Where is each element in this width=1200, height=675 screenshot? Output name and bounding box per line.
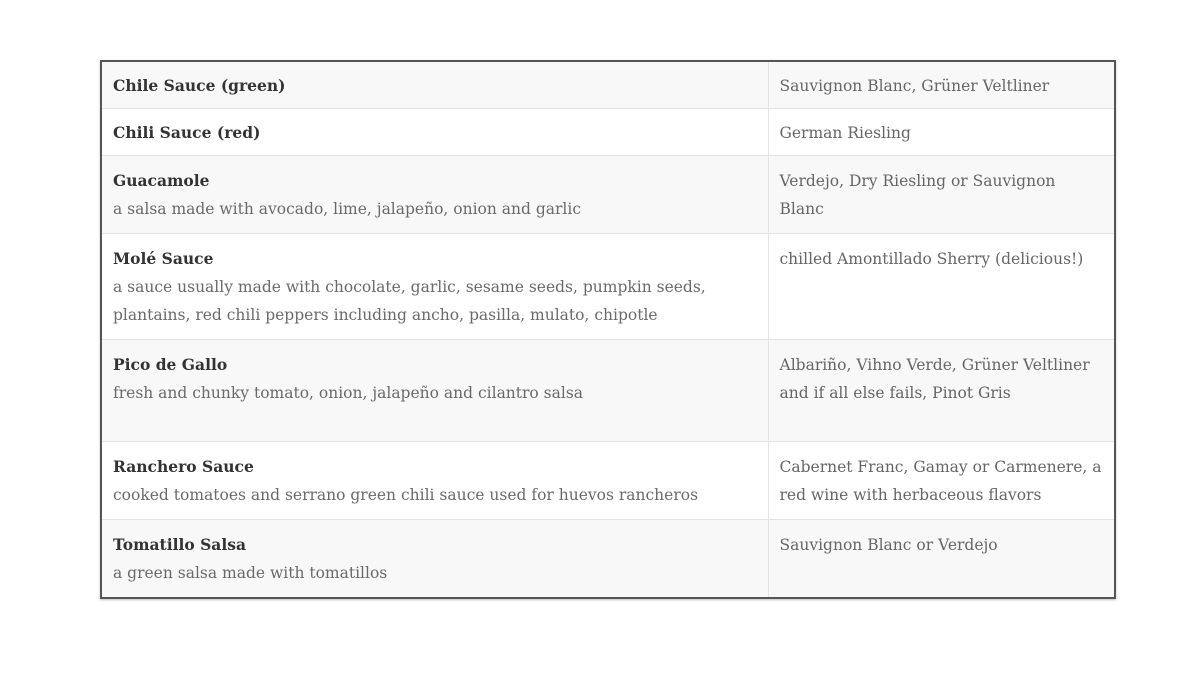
sauce-wine-pairing-table-container bbox=[100, 60, 1116, 599]
table-row bbox=[102, 442, 1114, 520]
wine-pairing-cell: Verdejo, Dry Riesling or Sauvignon Blanc bbox=[768, 156, 1114, 234]
sauce-name: Molé Sauce bbox=[113, 249, 214, 268]
sauce-cell bbox=[102, 234, 768, 340]
sauce-cell bbox=[102, 520, 768, 598]
sauce-cell bbox=[102, 156, 768, 234]
sauce-description: fresh and chunky tomato, onion, jalapeño and cilantro salsa bbox=[113, 384, 584, 402]
sauce-description: a green salsa made with tomatillos bbox=[113, 564, 388, 582]
sauce-cell bbox=[102, 340, 768, 442]
sauce-cell bbox=[102, 109, 768, 156]
sauce-description: a salsa made with avocado, lime, jalapeño, onion and garlic bbox=[113, 200, 582, 218]
wine-pairing-cell: Sauvignon Blanc, Grüner Veltliner bbox=[768, 62, 1114, 109]
sauce-wine-pairing-table bbox=[102, 62, 1114, 597]
table-row bbox=[102, 156, 1114, 234]
sauce-cell bbox=[102, 62, 768, 109]
sauce-cell bbox=[102, 442, 768, 520]
table-row bbox=[102, 62, 1114, 109]
wine-pairing-cell: Sauvignon Blanc or Verdejo bbox=[768, 520, 1114, 598]
wine-pairing-cell: Albariño, Vihno Verde, Grüner Veltliner and if all else fails, Pinot Gris bbox=[768, 340, 1114, 442]
sauce-name: Tomatillo Salsa bbox=[113, 535, 246, 554]
wine-pairing-cell: Cabernet Franc, Gamay or Carmenere, a red wine with herbaceous flavors bbox=[768, 442, 1114, 520]
sauce-description: cooked tomatoes and serrano green chili sauce used for huevos rancheros bbox=[113, 486, 699, 504]
wine-pairing-cell: German Riesling bbox=[768, 109, 1114, 156]
wine-pairing-cell: chilled Amontillado Sherry (delicious!) bbox=[768, 234, 1114, 340]
sauce-name: Pico de Gallo bbox=[113, 355, 228, 374]
sauce-description: a sauce usually made with chocolate, garlic, sesame seeds, pumpkin seeds, plantains, red chili peppers including ancho, pasilla, mulato, chipotle bbox=[113, 278, 706, 324]
table-row bbox=[102, 109, 1114, 156]
sauce-name: Guacamole bbox=[113, 171, 210, 190]
sauce-name: Ranchero Sauce bbox=[113, 457, 254, 476]
table-row bbox=[102, 520, 1114, 598]
sauce-name: Chili Sauce (red) bbox=[113, 123, 261, 142]
table-row bbox=[102, 340, 1114, 442]
table-row bbox=[102, 234, 1114, 340]
sauce-name: Chile Sauce (green) bbox=[113, 76, 286, 95]
